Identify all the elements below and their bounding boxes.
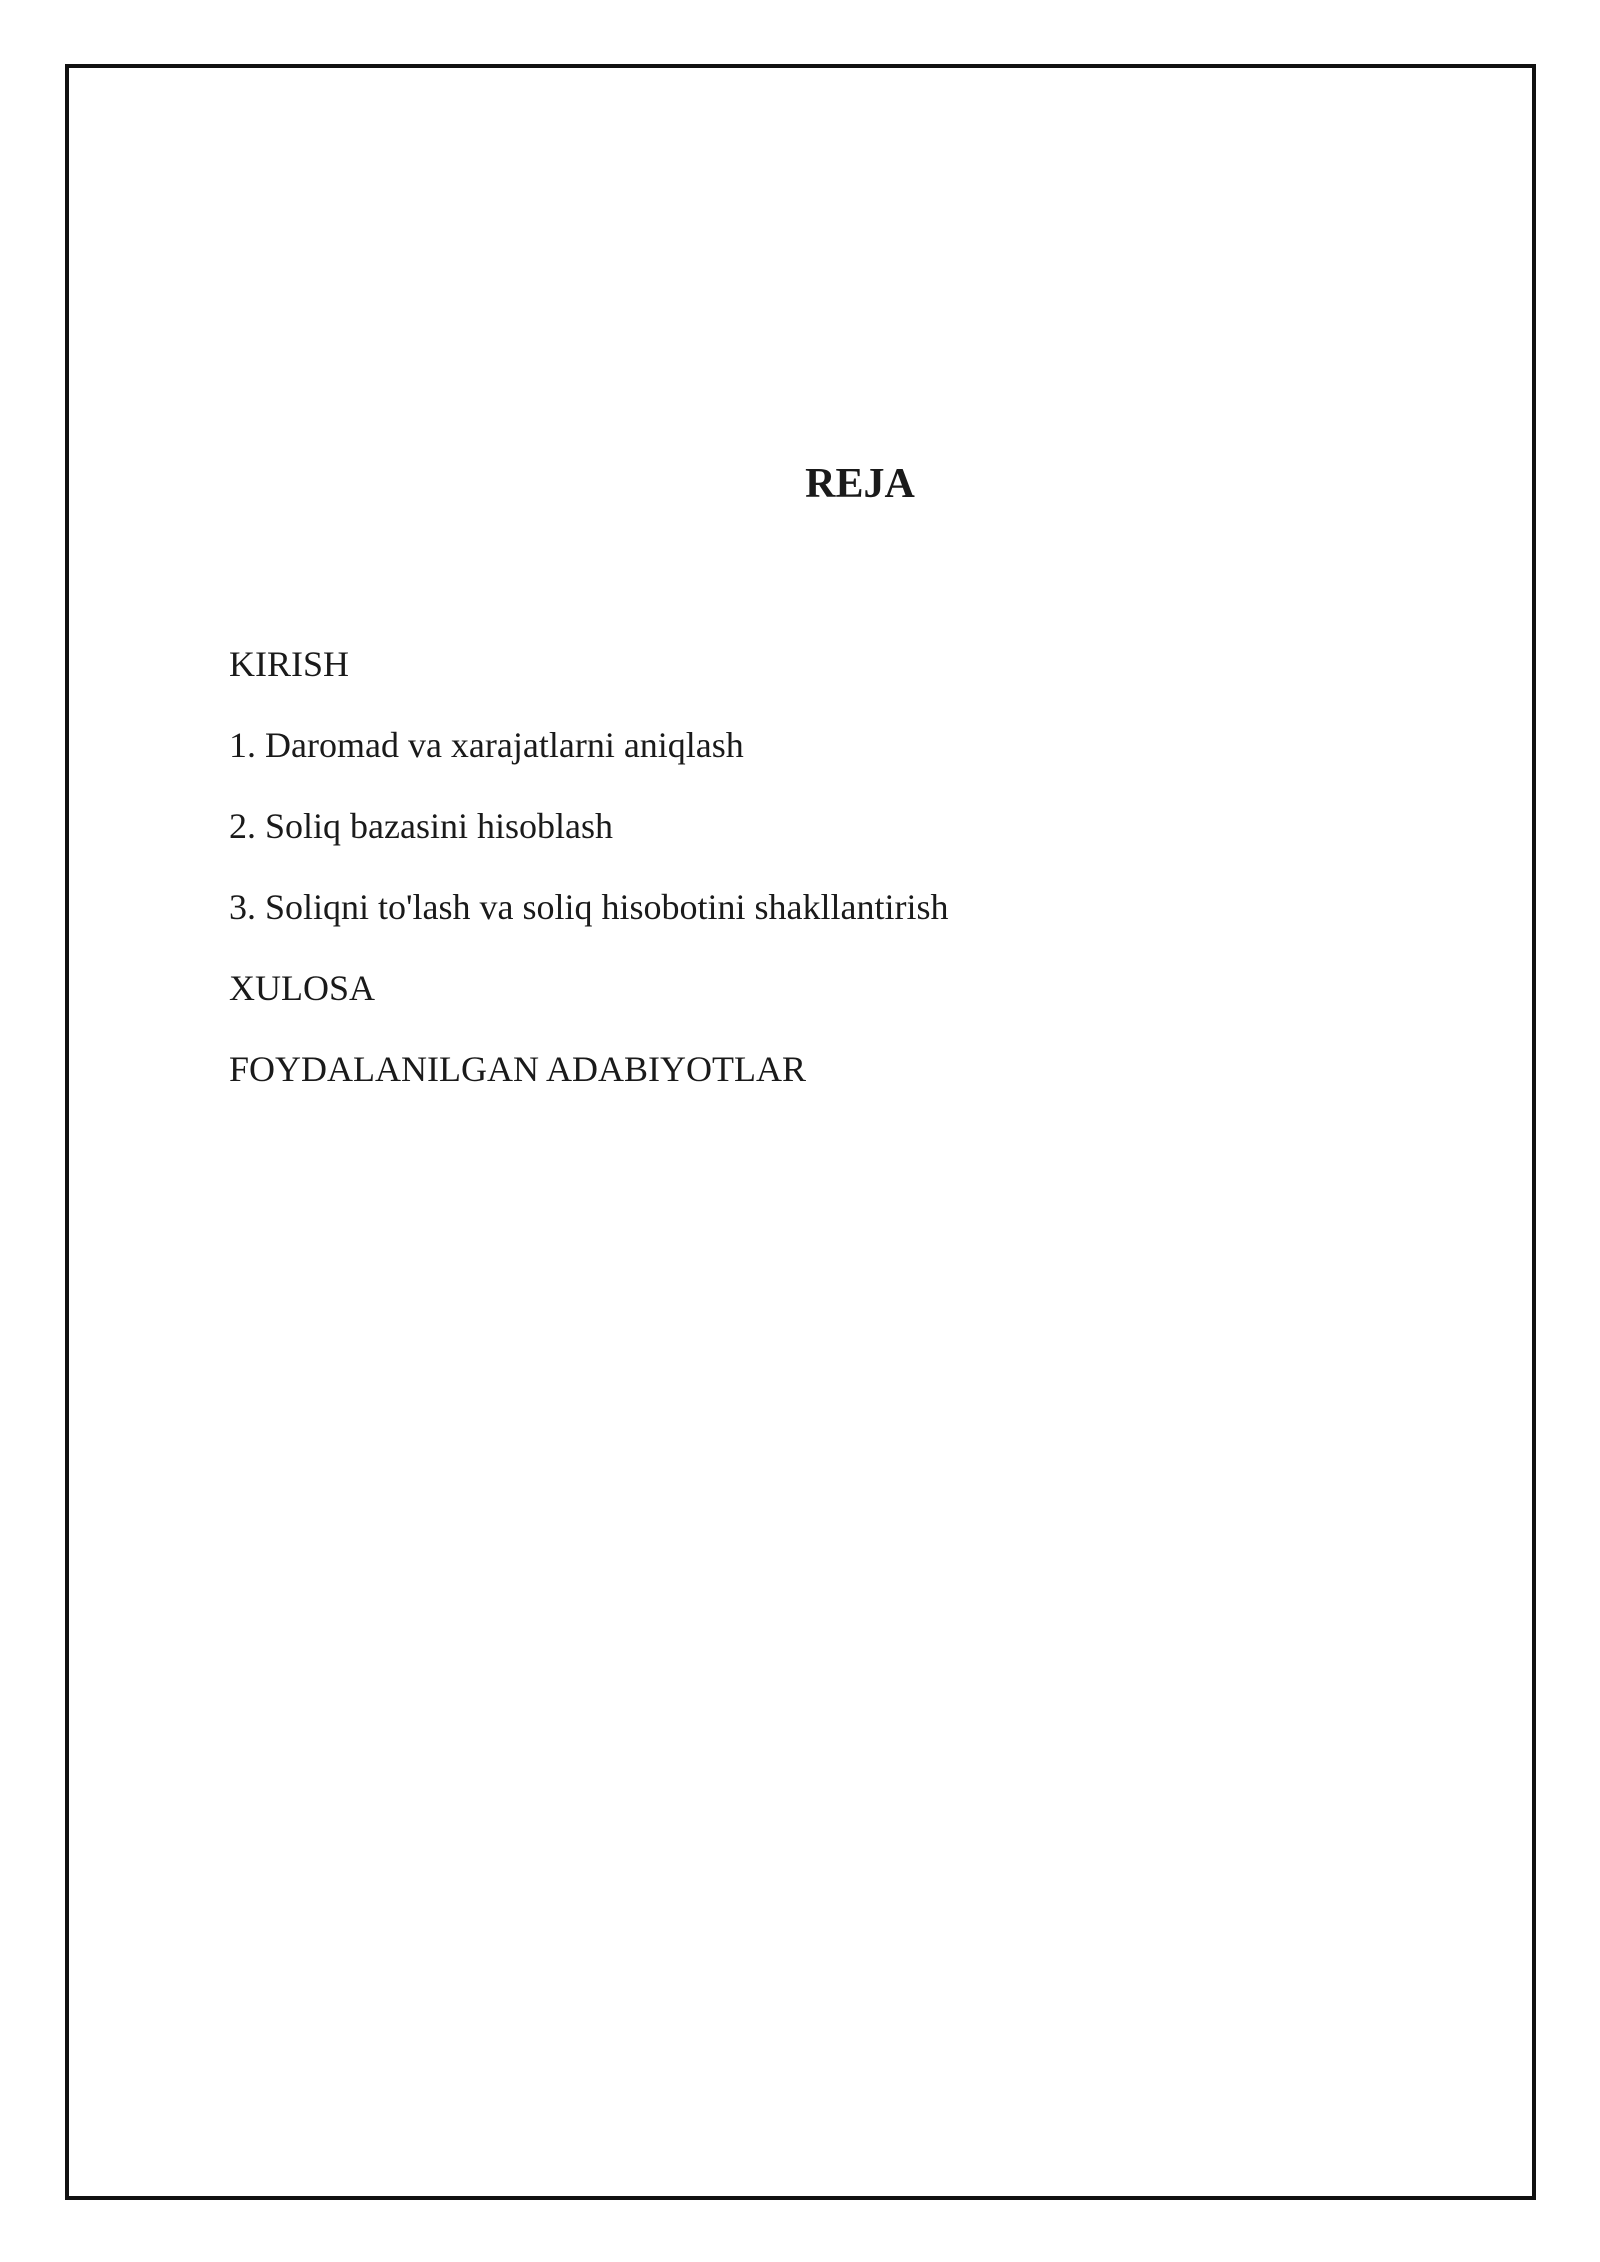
plan-item-conclusion: XULOSA xyxy=(229,968,376,1008)
page-border xyxy=(65,64,1536,2200)
plan-list xyxy=(229,640,949,1126)
plan-item-3: 3. Soliqni to'lash va soliq hisobotini shakllantirish xyxy=(229,887,949,927)
plan-item-2: 2. Soliq bazasini hisoblash xyxy=(229,806,613,846)
plan-item-1: 1. Daromad va xarajatlarni aniqlash xyxy=(229,725,744,765)
page-title: REJA xyxy=(805,461,915,507)
plan-item-introduction: KIRISH xyxy=(229,644,350,684)
plan-item-references: FOYDALANILGAN ADABIYOTLAR xyxy=(229,1049,806,1089)
